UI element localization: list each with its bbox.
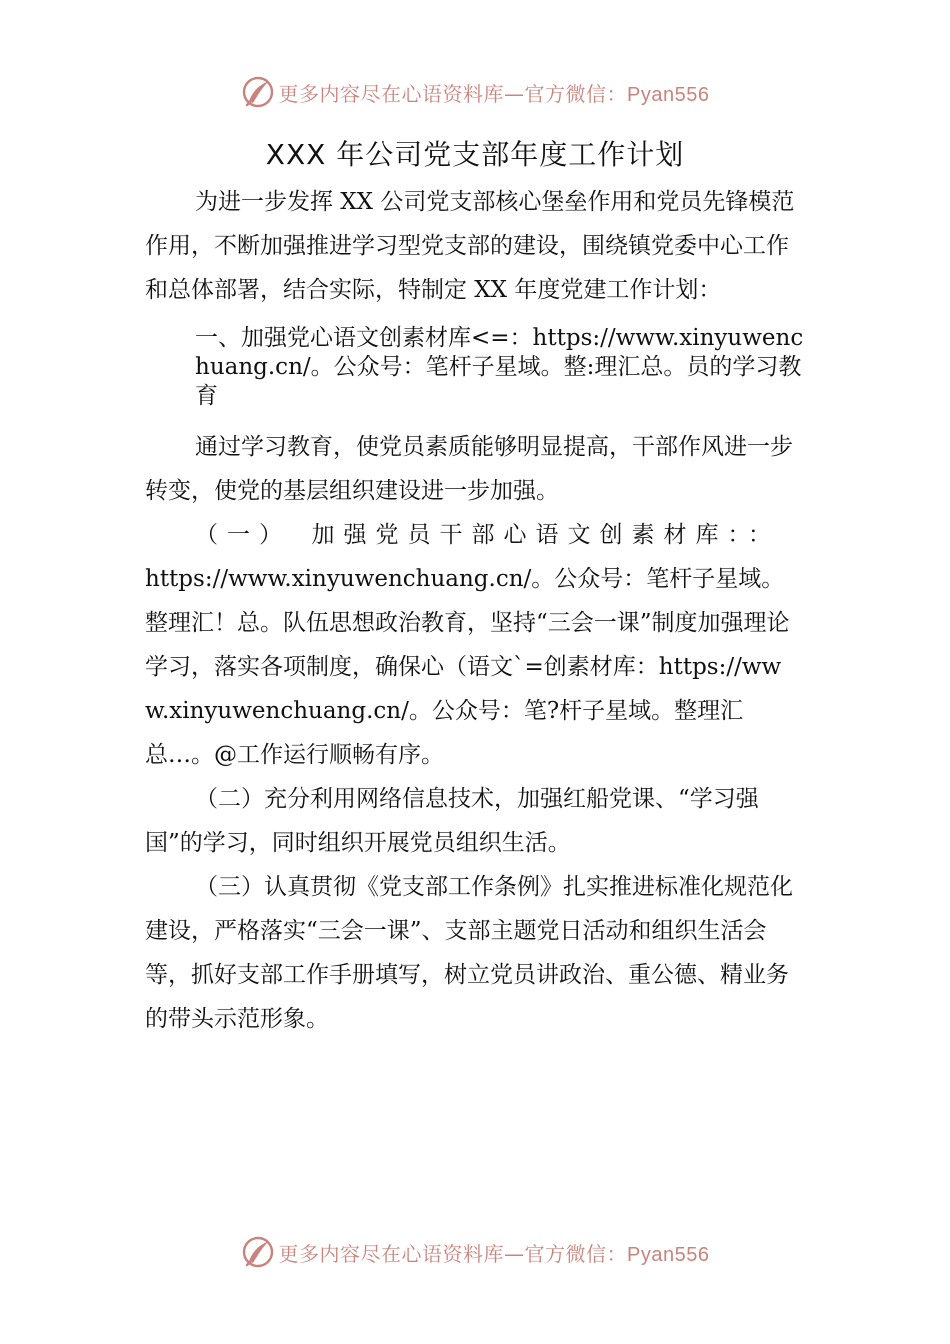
- document-body: [145, 180, 805, 1041]
- subsection-two-paragraph: （二）充分利用网络信息技术，加强红船党课、“学习强国”的学习，同时组织开展党员组织生活。: [145, 786, 759, 856]
- intro-paragraph: 为进一步发挥 XX 公司党支部核心堡垒作用和党员先锋模范作用，不断加强推进学习型党支部的建设，围绕镇党委中心工作和总体部署，结合实际，特制定 XX 年度党建工作计划：: [145, 189, 795, 303]
- subsection-one-heading: （一） 加强党员干部心语文创素材库：：: [195, 522, 780, 548]
- subsection-three-paragraph: （三）认真贯彻《党支部工作条例》扎实推进标准化规范化建设，严格落实“三会一课”、支部主题党日活动和组织生活会等，抓好支部工作手册填写，树立党员讲政治、重公德、精业务的带头示范形象。: [145, 874, 793, 1032]
- header-watermark: [0, 72, 950, 112]
- brush-logo-icon: [241, 1235, 275, 1269]
- watermark-text: 更多内容尽在心语资料库—官方微信：Pyan556: [278, 1241, 710, 1266]
- section-one-paragraph: 通过学习教育，使党员素质能够明显提高，干部作风进一步转变，使党的基层组织建设进一步加强。: [145, 434, 793, 504]
- section-one-heading: 一、加强党心语文创素材库<=：https://www.xinyuwenchuang.cn/。公众号：笔杆子星域。整:理汇总。员的学习教育: [195, 325, 804, 409]
- footer-watermark: [0, 1232, 950, 1272]
- subsection-one-paragraph: https://www.xinyuwenchuang.cn/。公众号：笔杆子星域。整理汇！总。队伍思想政治教育，坚持“三会一课”制度加强理论学习，落实各项制度，确保心（语文`=创素材库：https://www.xinyuwenchuang.cn/。公众号：笔?杆子星域。整理汇总…。@工作运行顺畅有序。: [145, 566, 790, 768]
- document-title: XXX 年公司党支部年度工作计划: [265, 138, 685, 171]
- watermark-text: 更多内容尽在心语资料库—官方微信：Pyan556: [278, 81, 710, 106]
- brush-logo-icon: [241, 75, 275, 109]
